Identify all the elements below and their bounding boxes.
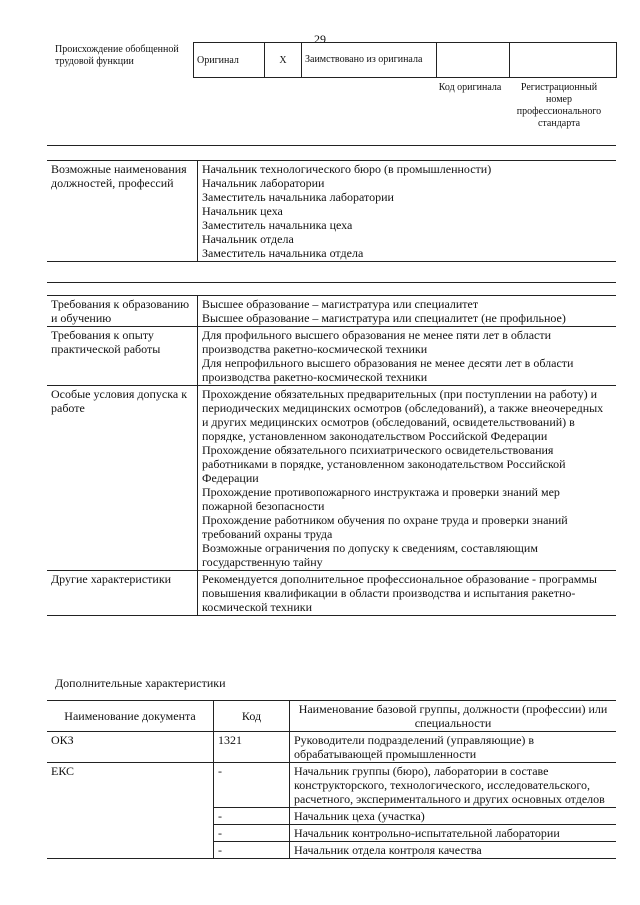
- experience-line: Для непрофильного высшего образования не менее десяти лет в области производства ракетно-космической техники: [202, 356, 574, 384]
- separator-rule: [47, 282, 616, 283]
- doc-cell: [47, 808, 214, 825]
- name-cell: Начальник контрольно-испытательной лаборатории: [290, 825, 617, 842]
- doc-cell: ЕКС: [47, 763, 214, 808]
- table-row: [47, 825, 616, 842]
- column-header: Наименование документа: [47, 701, 214, 732]
- admission-line: Возможные ограничения по допуску к сведениям, составляющим государственную тайну: [202, 541, 538, 569]
- table-header-row: [47, 701, 616, 732]
- section-heading: Дополнительные характеристики: [55, 676, 226, 690]
- name-cell: Руководители подразделений (управляющие) в обрабатывающей промышленности: [290, 732, 617, 763]
- doc-cell: [47, 842, 214, 859]
- table-row: [47, 808, 616, 825]
- positions-label: Возможные наименования должностей, профессий: [47, 161, 198, 262]
- other-line: Рекомендуется дополнительное профессиональное образование - программы повышения квалификации в области производства и испытания ракетно-космической техники: [202, 572, 597, 614]
- positions-table: [47, 160, 616, 262]
- position-item: Заместитель начальника отдела: [202, 246, 364, 260]
- code-cell: -: [214, 842, 290, 859]
- column-header: Код: [214, 701, 290, 732]
- experience-label: Требования к опыту практической работы: [47, 327, 198, 386]
- education-line: Высшее образование – магистратура или специалитет: [202, 297, 479, 311]
- name-cell: Начальник группы (бюро), лаборатории в составе конструкторского, технологического, исследовательского, расчетного, экспериментального и других основных отделов: [290, 763, 617, 808]
- name-cell: Начальник цеха (участка): [290, 808, 617, 825]
- position-item: Заместитель начальника цеха: [202, 218, 353, 232]
- admission-line: Прохождение работником обучения по охране труда и проверки знаний требований охраны труда: [202, 513, 568, 541]
- code-cell: [437, 43, 510, 78]
- positions-list: [198, 161, 617, 262]
- position-item: Начальник лаборатории: [202, 176, 325, 190]
- code-cell: -: [214, 763, 290, 808]
- admission-value: [198, 386, 617, 571]
- requirements-table: [47, 295, 616, 616]
- original-mark: X: [265, 43, 302, 78]
- additional-table: [47, 700, 616, 859]
- page-number: 29: [314, 32, 326, 46]
- borrowed-cell: Заимствовано из оригинала: [302, 43, 437, 78]
- table-row: [47, 296, 616, 327]
- original-cell: Оригинал: [194, 43, 265, 78]
- code-cell: -: [214, 808, 290, 825]
- origin-label: Происхождение обобщенной трудовой функции: [55, 44, 179, 67]
- code-original-label: Код оригинала: [438, 82, 502, 93]
- experience-line: Для профильного высшего образования не менее пяти лет в области производства ракетно-космической техники: [202, 328, 552, 356]
- table-row: [47, 386, 616, 571]
- admission-label: Особые условия допуска к работе: [47, 386, 198, 571]
- reg-number-label: Регистрационный номер профессионального стандарта: [516, 82, 602, 129]
- position-item: Начальник цеха: [202, 204, 283, 218]
- code-cell: 1321: [214, 732, 290, 763]
- code-cell: -: [214, 825, 290, 842]
- experience-value: [198, 327, 617, 386]
- admission-line: Прохождение обязательных предварительных (при поступлении на работу) и периодических медицинских осмотров (обследований), а также внеочередных и других медицинских осмотров (обследований, освидетельствований) в порядке, установленном законодательством Российской Федерации: [202, 387, 604, 443]
- other-value: [198, 571, 617, 616]
- separator-rule: [47, 145, 616, 146]
- other-label: Другие характеристики: [47, 571, 198, 616]
- education-label: Требования к образованию и обучению: [47, 296, 198, 327]
- admission-line: Прохождение обязательного психиатрического освидетельствования работниками в порядке, установленном законодательством Российской Федерации: [202, 443, 566, 485]
- table-row: [47, 842, 616, 859]
- reg-cell: [510, 43, 617, 78]
- admission-line: Прохождение противопожарного инструктажа и проверки знаний мер пожарной безопасности: [202, 485, 560, 513]
- education-value: [198, 296, 617, 327]
- table-row: [47, 571, 616, 616]
- name-cell: Начальник отдела контроля качества: [290, 842, 617, 859]
- position-item: Заместитель начальника лаборатории: [202, 190, 394, 204]
- table-row: [47, 763, 616, 808]
- position-item: Начальник технологического бюро (в промышленности): [202, 162, 492, 176]
- doc-cell: [47, 825, 214, 842]
- position-item: Начальник отдела: [202, 232, 294, 246]
- table-row: [47, 732, 616, 763]
- table-row: [47, 327, 616, 386]
- education-line: Высшее образование – магистратура или специалитет (не профильное): [202, 311, 566, 325]
- origin-table: [193, 42, 617, 78]
- column-header: Наименование базовой группы, должности (профессии) или специальности: [290, 701, 617, 732]
- doc-cell: ОКЗ: [47, 732, 214, 763]
